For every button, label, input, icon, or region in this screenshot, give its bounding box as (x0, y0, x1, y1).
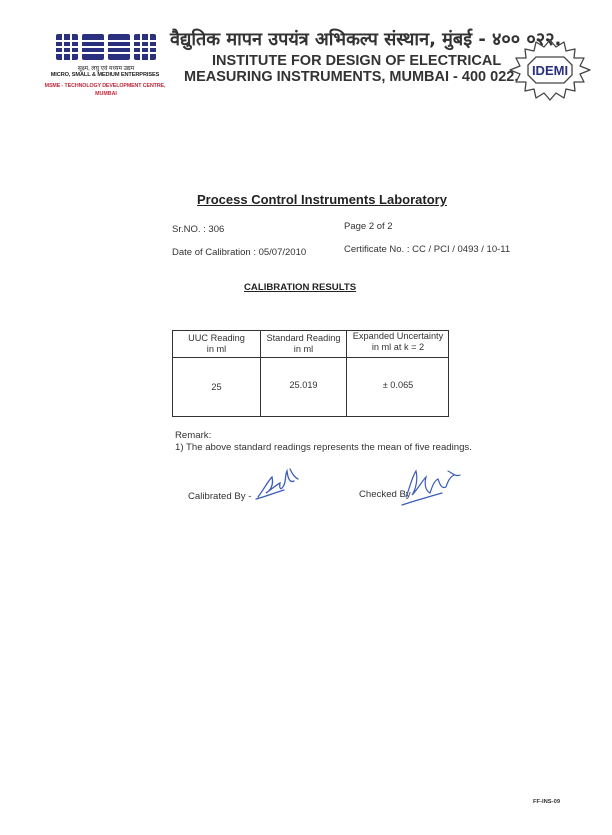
idemi-logo-badge (508, 39, 592, 101)
checked-by-signature (398, 463, 470, 509)
table-divider (173, 357, 448, 358)
msme-logo-mark (54, 30, 158, 64)
header-expanded-uncertainty (347, 331, 449, 353)
header-standard-reading (261, 333, 346, 355)
institute-name-en-line1: INSTITUTE FOR DESIGN OF ELECTRICAL (212, 53, 502, 69)
checked-by-label: Checked By (359, 489, 411, 500)
institute-name-hindi: वैद्युतिक मापन उपयंत्र अभिकल्प संस्थान, मुंबई - ४०० ०२२. (170, 29, 562, 50)
header-line: in ml at k = 2 (371, 342, 425, 352)
certificate-no: Certificate No. : CC / PCI / 0493 / 10-11 (344, 244, 511, 255)
msme-subtitle: MICRO, SMALL & MEDIUM ENTERPRISES (50, 72, 160, 78)
header-line: Expanded Uncertainty (352, 331, 444, 341)
remark-item: 1) The above standard readings represents the mean of five readings. (175, 442, 472, 453)
header-line: in ml (293, 344, 314, 354)
lab-title: Process Control Instruments Laboratory (197, 192, 447, 207)
idemi-logo-text: IDEMI (531, 63, 569, 78)
page-number: Page 2 of 2 (344, 221, 393, 232)
institute-name-en-line2: MEASURING INSTRUMENTS, MUMBAI - 400 022. (184, 69, 519, 85)
cell-standard-reading: 25.019 (289, 380, 318, 390)
header-uuc-reading (173, 333, 260, 355)
calibrated-by-label: Calibrated By - (188, 491, 252, 502)
section-title: CALIBRATION RESULTS (244, 282, 357, 293)
remark-heading: Remark: (175, 430, 212, 441)
header-line: Standard Reading (266, 333, 341, 343)
msme-tagline-hindi: सूक्ष्म, लघु एवं मध्यम उद्यम (77, 66, 135, 72)
idemi-logo (508, 39, 592, 101)
results-table (172, 330, 449, 417)
msme-city: MUMBAI (95, 91, 117, 97)
msme-tdc: MSME - TECHNOLOGY DEVELOPMENT CENTRE, (44, 83, 166, 89)
sr-no: Sr.NO. : 306 (172, 224, 225, 235)
cell-expanded-uncertainty: ± 0.065 (382, 380, 414, 390)
form-code: FF-INS-09 (533, 799, 561, 805)
date-of-calibration: Date of Calibration : 05/07/2010 (172, 247, 307, 258)
msme-logo (54, 30, 158, 64)
header-line: in ml (206, 344, 227, 354)
calibrated-by-signature (254, 463, 304, 503)
header-line: UUC Reading (188, 333, 245, 343)
cell-uuc-reading: 25 (211, 382, 222, 392)
